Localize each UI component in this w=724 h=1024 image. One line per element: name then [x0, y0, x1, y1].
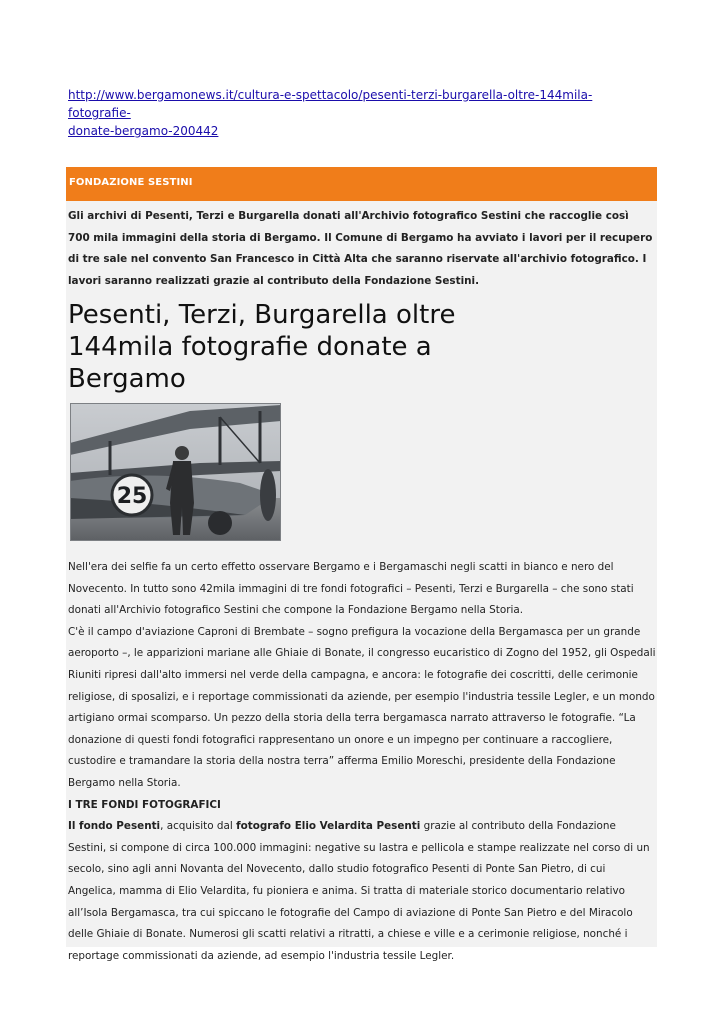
body-paragraph-3-text-2: grazie al contributo della Fondazione Sestini, si compone di circa 100.000 immagini: negative su lastra e pellicola e stampe realizzate nel corso di un secolo, sino agli anni Novanta del Novecento, dallo studio fotografico Pesenti di Ponte San Pietro, di cui Angelica, mamma di Elio Velardita, fu pioniera e anima. Si tratta di materiale storico documentario relativo all’Isola Bergamasca, tra cui spiccano le fotografie del Campo di aviazione di Ponte San Pietro e del Miracolo delle Ghiaie di Bonate. Numerosi gli scatti relativi a ritratti, a chiese e ville e a cerimonie religiose, nonché i reportage commissionati da aziende, ad esempio l'industria tessile Legler.	[68, 820, 650, 962]
article-body	[68, 557, 656, 967]
body-paragraph-2: C'è il campo d'aviazione Caproni di Brembate – sogno prefigura la vocazione della Bergamasca per un grande aeroporto –, le apparizioni mariane alle Ghiaie di Bonate, il congresso eucaristico di Zogno del 1952, gli Ospedali Riuniti ripresi dall'alto immersi nel verde della campagna, e ancora: le fotografie dei coscritti, delle cerimonie religiose, di sposalizi, e i reportage commissionati da aziende, per esempio l'industria tessile Legler, e un mondo artigiano ormai scomparso. Un pezzo della storia della terra bergamasca narrato attraverso le fotografie. “La donazione di questi fondi fotografici rappresentano un onore e un impegno per continuare a raccogliere, custodire e tramandare la storia della nostra terra” afferma Emilio Moreschi, presidente della Fondazione Bergamo nella Storia.	[68, 625, 656, 789]
section-heading: I TRE FONDI FOTOGRAFICI	[68, 798, 221, 811]
article-lead: Gli archivi di Pesenti, Terzi e Burgarella donati all'Archivio fotografico Sestini che raccoglie così 700 mila immagini della storia di Bergamo. Il Comune di Bergamo ha avviato i lavori per il recupero di tre sale nel convento San Francesco in Città Alta che saranno riservate all'archivio fotografico. I lavori saranno realizzati grazie al contributo della Fondazione Sestini.	[68, 210, 653, 287]
article-photo	[70, 403, 281, 541]
source-url-line-2[interactable]: donate-bergamo-200442	[68, 124, 219, 138]
biplane-photo-illustration	[70, 403, 281, 541]
body-paragraph-1: Nell'era dei selfie fa un certo effetto osservare Bergamo e i Bergamaschi negli scatti in bianco e nero del Novecento. In tutto sono 42mila immagini di tre fondi fotografici – Pesenti, Terzi e Burgarella – che sono stati donati all'Archivio fotografico Sestini che compone la Fondazione Bergamo nella Storia.	[68, 561, 634, 617]
section-banner	[66, 167, 657, 201]
banner-label: FONDAZIONE SESTINI	[69, 177, 193, 188]
body-paragraph-3	[68, 816, 656, 967]
fondo-pesenti-label: Il fondo Pesenti	[68, 820, 161, 833]
article-headline: Pesenti, Terzi, Burgarella oltre 144mila fotografie donate a Bergamo	[68, 300, 456, 394]
source-url-line-1[interactable]: http://www.bergamonews.it/cultura-e-spettacolo/pesenti-terzi-burgarella-oltre-144mila-fotografie-	[68, 88, 593, 120]
body-paragraph-3-text-1: , acquisito dal	[160, 820, 237, 833]
plane-number: 25	[116, 484, 148, 509]
source-url-link[interactable]	[68, 86, 648, 140]
photographer-name: fotografo Elio Velardita Pesenti	[236, 820, 421, 833]
